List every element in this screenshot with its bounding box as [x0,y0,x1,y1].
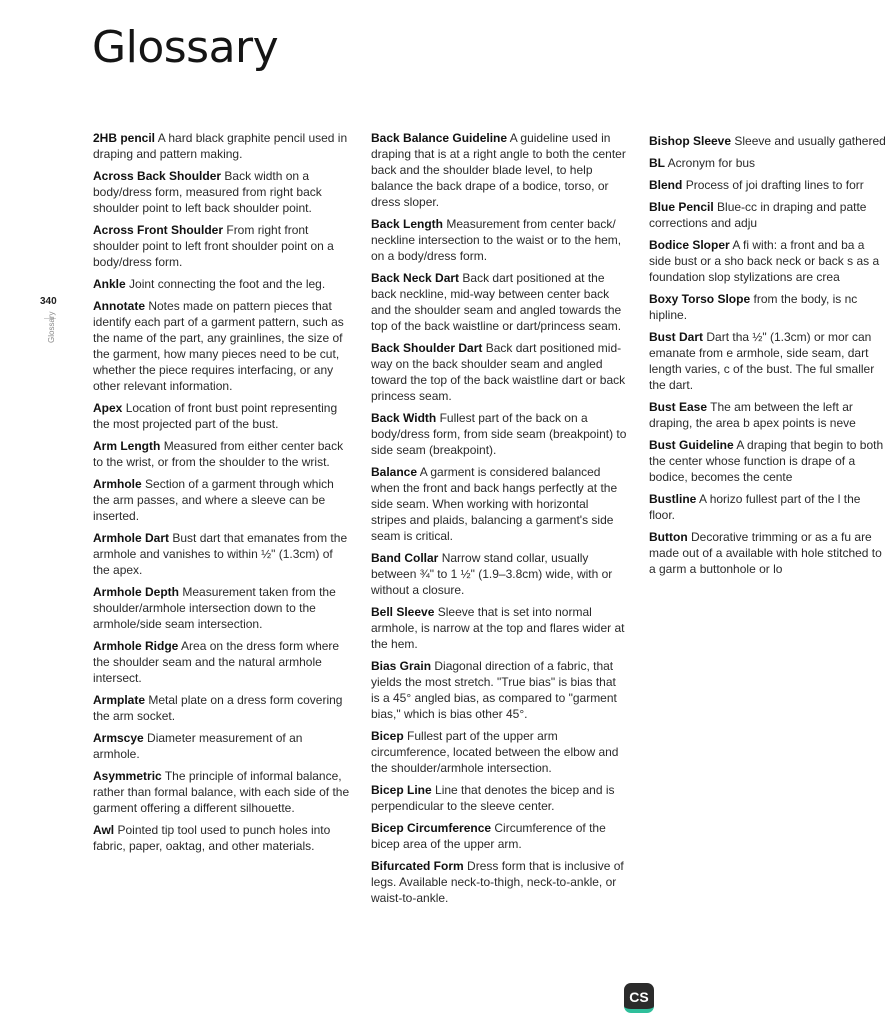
glossary-entry [371,410,627,458]
glossary-term: Bicep Circumference [371,821,492,835]
glossary-entry [371,728,627,776]
glossary-definition: A fi with: a front and ba a side bust or a sho back neck or back s as a foundation slop stylizations are crea [649,238,880,284]
glossary-term: Bust Ease [649,400,708,414]
glossary-term: Bust Dart [649,330,704,344]
glossary-term: Bishop Sleeve [649,134,732,148]
glossary-definition: Fullest part of the upper arm circumference, located between the elbow and the shoulder/armhole intersection. [371,729,619,775]
glossary-term: Bias Grain [371,659,432,673]
glossary-entry [93,822,351,854]
glossary-term: Blend [649,178,683,192]
glossary-entry [371,340,627,404]
glossary-entry [649,133,889,149]
glossary-definition: Dart tha ½" (1.3cm) or mor can emanate from e armhole, side seam, dart length varies, c of the bust. The ful smaller the dart. [649,330,875,392]
glossary-definition: Diagonal direction of a fabric, that yields the most stretch. "True bias" is bias that is a 45° angled bias, as compared to "garment bias," which is bias other 45°. [371,659,617,721]
glossary-term: Arm Length [93,439,161,453]
glossary-column-3 [649,133,889,583]
glossary-definition: Back width on a body/dress form, measured from right back shoulder point to left back shoulder point. [93,169,322,215]
page-title: Glossary [92,22,279,73]
glossary-entry [93,168,351,216]
camscanner-badge-icon: CS [624,983,654,1013]
glossary-definition: Line that denotes the bicep and is perpendicular to the sleeve center. [371,783,615,813]
glossary-definition: Sleeve that is set into normal armhole, is narrow at the top and flares wider at the hem. [371,605,625,651]
glossary-term: Balance [371,465,418,479]
glossary-entry [93,222,351,270]
glossary-term: Bifurcated Form [371,859,464,873]
glossary-term: Apex [93,401,123,415]
glossary-term: Boxy Torso Slope [649,292,751,306]
glossary-definition: Process of joi drafting lines to forr [685,178,864,192]
glossary-entry [649,237,889,285]
glossary-entry [93,130,351,162]
glossary-term: Bicep [371,729,404,743]
glossary-definition: Measurement taken from the shoulder/armhole intersection down to the armhole/side seam intersection. [93,585,336,631]
glossary-term: Armhole Depth [93,585,180,599]
glossary-entry [371,130,627,210]
glossary-term: Bustline [649,492,697,506]
glossary-term: Band Collar [371,551,439,565]
glossary-term: Annotate [93,299,145,313]
glossary-definition: A guideline used in draping that is at a right angle to both the center back and the shoulder blade level, to help balance the back drape of a bodice, torso, or dress sloper. [371,131,626,209]
glossary-entry [371,858,627,906]
glossary-entry [371,464,627,544]
glossary-entry [649,155,889,171]
glossary-term: Back Neck Dart [371,271,460,285]
glossary-definition: Blue-cc in draping and patte corrections and adju [649,200,867,230]
glossary-entry [649,529,889,577]
glossary-entry [93,638,351,686]
glossary-column-1 [93,130,351,860]
glossary-entry [93,530,351,578]
glossary-entry [371,550,627,598]
glossary-term: 2HB pencil [93,131,156,145]
glossary-term: Asymmetric [93,769,162,783]
glossary-term: Back Length [371,217,444,231]
glossary-definition: Area on the dress form where the shoulder seam and the natural armhole intersect. [93,639,340,685]
glossary-entry [93,298,351,394]
glossary-definition: Measured from either center back to the wrist, or from the shoulder to the wrist. [93,439,344,469]
glossary-term: Bell Sleeve [371,605,435,619]
glossary-definition: The principle of informal balance, rather than formal balance, with each side of the garment offering a different silhouette. [93,769,350,815]
glossary-entry [93,476,351,524]
glossary-definition: Back dart positioned at the back neckline, mid-way between center back and the shoulder seam and angled towards the top of the back waistline or dart/princess seam. [371,271,622,333]
glossary-definition: Back dart positioned mid-way on the back shoulder seam and angled toward the top of the back waistline dart or back princess seam. [371,341,626,403]
glossary-definition: Decorative trimming or as a fu are made out of a available with hole stitched to a garm a buttonhole or lo [649,530,882,576]
glossary-term: Armplate [93,693,146,707]
glossary-term: Back Balance Guideline [371,131,508,145]
glossary-entry [93,730,351,762]
glossary-column-2 [371,130,627,912]
glossary-definition: Narrow stand collar, usually between ¾" to 1 ½" (1.9–3.8cm) wide, with or without a closure. [371,551,613,597]
glossary-entry [649,199,889,231]
glossary-term: Across Back Shoulder [93,169,222,183]
glossary-term: Armhole Dart [93,531,170,545]
glossary-entry [649,291,889,323]
glossary-definition: Notes made on pattern pieces that identify each part of a garment pattern, such as the name of the part, any grainlines, the size of the garment, how many pieces need to be cut, whether the piece requires interfacing, or any other relevant information. [93,299,344,393]
glossary-definition: Circumference of the bicep area of the upper arm. [371,821,606,851]
glossary-term: Bust Guideline [649,438,734,452]
glossary-entry [649,399,889,431]
glossary-definition: From right front shoulder point to left front shoulder point on a body/dress form. [93,223,334,269]
glossary-definition: A hard black graphite pencil used in draping and pattern making. [93,131,348,161]
glossary-definition: Measurement from center back/ neckline intersection to the waist or to the hem, on a body/dress form. [371,217,622,263]
glossary-definition: Metal plate on a dress form covering the arm socket. [93,693,343,723]
glossary-definition: The am between the left ar draping, the area b apex points is neve [649,400,856,430]
glossary-entry [371,658,627,722]
glossary-definition: from the body, is nc hipline. [649,292,858,322]
glossary-definition: Section of a garment through which the arm passes, and where a sleeve can be inserted. [93,477,334,523]
glossary-definition: Acronym for bus [667,156,756,170]
glossary-entry [93,584,351,632]
glossary-term: Blue Pencil [649,200,714,214]
glossary-entry [649,437,889,485]
glossary-term: Armhole [93,477,142,491]
glossary-term: Across Front Shoulder [93,223,224,237]
glossary-entry [649,329,889,393]
glossary-entry [93,438,351,470]
glossary-entry [371,782,627,814]
glossary-term: Bodice Sloper [649,238,730,252]
glossary-term: Ankle [93,277,126,291]
glossary-definition: Pointed tip tool used to punch holes into fabric, paper, oaktag, and other materials. [93,823,331,853]
glossary-definition: Location of front bust point representing the most projected part of the bust. [93,401,338,431]
glossary-entry [371,820,627,852]
glossary-term: Back Shoulder Dart [371,341,483,355]
glossary-definition: Diameter measurement of an armhole. [93,731,303,761]
glossary-entry [93,768,351,816]
glossary-entry [93,276,351,292]
glossary-definition: Sleeve and usually gathered [734,134,886,148]
side-section-label: Glossary [47,311,56,343]
glossary-term: BL [649,156,665,170]
glossary-entry [371,216,627,264]
page-number: 340 [40,296,57,307]
glossary-definition: A draping that begin to both the center whose function is drape of a bodice, becomes the cente [649,438,884,484]
glossary-entry [93,400,351,432]
glossary-definition: Bust dart that emanates from the armhole and vanishes to within ½" (1.3cm) of the apex. [93,531,348,577]
glossary-definition: A horizo fullest part of the l the floor. [649,492,861,522]
glossary-definition: A garment is considered balanced when the front and back hangs perfectly at the side seam. When working with horizontal stripes and plaids, balancing a garment's side seam is critical. [371,465,618,543]
glossary-entry [649,491,889,523]
glossary-definition: Fullest part of the back on a body/dress form, from side seam (breakpoint) to side seam (breakpoint). [371,411,627,457]
glossary-term: Armscye [93,731,144,745]
glossary-term: Armhole Ridge [93,639,179,653]
glossary-term: Button [649,530,688,544]
glossary-entry [371,270,627,334]
glossary-definition: Joint connecting the foot and the leg. [129,277,326,291]
glossary-entry [649,177,889,193]
glossary-term: Back Width [371,411,437,425]
glossary-term: Awl [93,823,115,837]
glossary-term: Bicep Line [371,783,432,797]
glossary-entry [371,604,627,652]
glossary-definition: Dress form that is inclusive of legs. Available neck-to-thigh, neck-to-ankle, or waist-to-ankle. [371,859,624,905]
glossary-entry [93,692,351,724]
